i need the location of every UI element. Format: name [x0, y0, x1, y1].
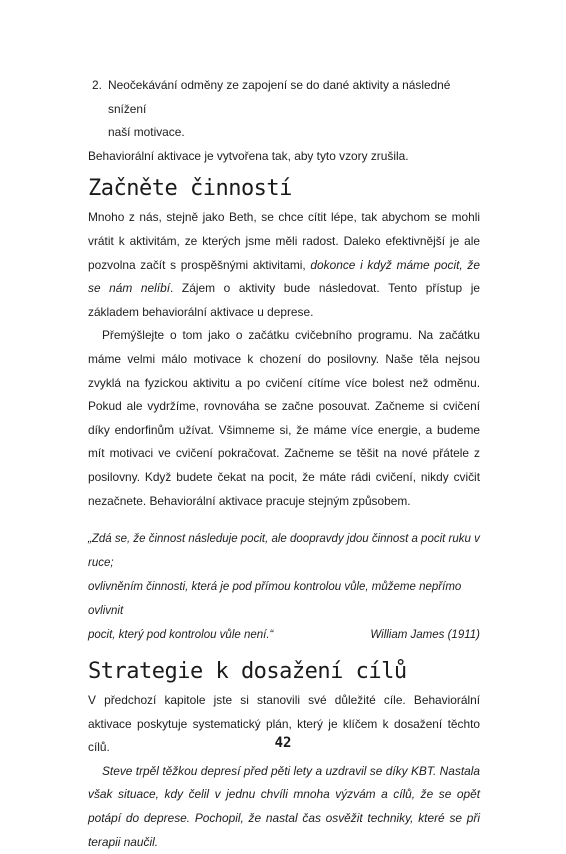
intro-paragraph: Behaviorální aktivace je vytvořena tak, aby tyto vzory zrušila. — [88, 148, 409, 163]
section1-paragraph-2: Přemýšlejte o tom jako o začátku cvičebního programu. Na začátku máme velmi málo motivace k chození do posilovny. Naše těla nejsou zvyklá na fyzickou aktivitu a po cvičení cítíme více bolest než odměnu. Pokud ale vydržíme, rovnováha se začne posouvat. Začneme si cvičení díky endorfinům užívat. Všimneme si, že máme více energie, a budeme mít motivaci ve cvičení pokračovat. Začneme se těšit na nové přátele z posilovny. Když budete čekat na pocit, že máte rádi cvičení, nikdy cvičit nezačnete. Behaviorální aktivace pracuje stejným způsobem. — [88, 328, 480, 508]
list-item — [88, 74, 480, 145]
quote-last-line — [88, 623, 480, 647]
quote-line-2: ovlivněním činnosti, která je pod přímou kontrolou vůle, můžeme nepřímo ovlivnit — [88, 581, 462, 618]
quote-line-3: pocit, který pod kontrolou vůle není.“ — [88, 629, 274, 642]
paragraph-text-end: . Zájem o aktivity bude následovat. Tento přístup je základem behaviorální aktivace u deprese. — [88, 281, 480, 319]
quote-line-1: „Zdá se, že činnost následuje pocit, ale doopravdy jdou činnost a pocit ruku v ruce; — [88, 533, 480, 570]
story-paragraph: Steve trpěl těžkou depresí před pěti lety a uzdravil se díky KBT. Nastala však situace, kdy čelil v jednu chvíli mnoha výzvám a cílů, že se opět potápí do deprese. Pochopil, že nastal čas osvěžit techniky, které se při terapii naučil. — [88, 763, 480, 849]
list-number: 2. — [92, 78, 102, 92]
paragraph-text: Mnoho z nás, stejně jako Beth, se chce cítit lépe, tak abychom se mohli vrátit k aktivitám, ze kterých jsme měli radost. Daleko efektivnější je ale pozvolna začít s prospěšnými aktivitami, — [88, 210, 480, 272]
list-text-line-1: Neočekávání odměny ze zapojení se do dané aktivity a následné snížení — [108, 78, 451, 116]
quote-author: William James (1911) — [370, 629, 480, 642]
quote-block — [88, 527, 480, 647]
section2-paragraph-1: V předchozí kapitole jste si stanovili své důležité cíle. Behaviorální aktivace poskytuje systematický plán, který je klíčem k dosažení těchto cílů. — [88, 693, 480, 755]
list-text-line-2: naší motivace. — [108, 125, 185, 140]
section-heading-goal-strategy: Strategie k dosažení cílů — [88, 659, 407, 685]
page-number: 42 — [274, 735, 292, 751]
section-heading-start-activity: Začněte činností — [88, 176, 292, 202]
section1-paragraph-1 — [88, 206, 480, 324]
emphasis-text: dokonce i když máme pocit, že se nám nelíbí — [88, 257, 480, 296]
list-text — [108, 74, 480, 145]
